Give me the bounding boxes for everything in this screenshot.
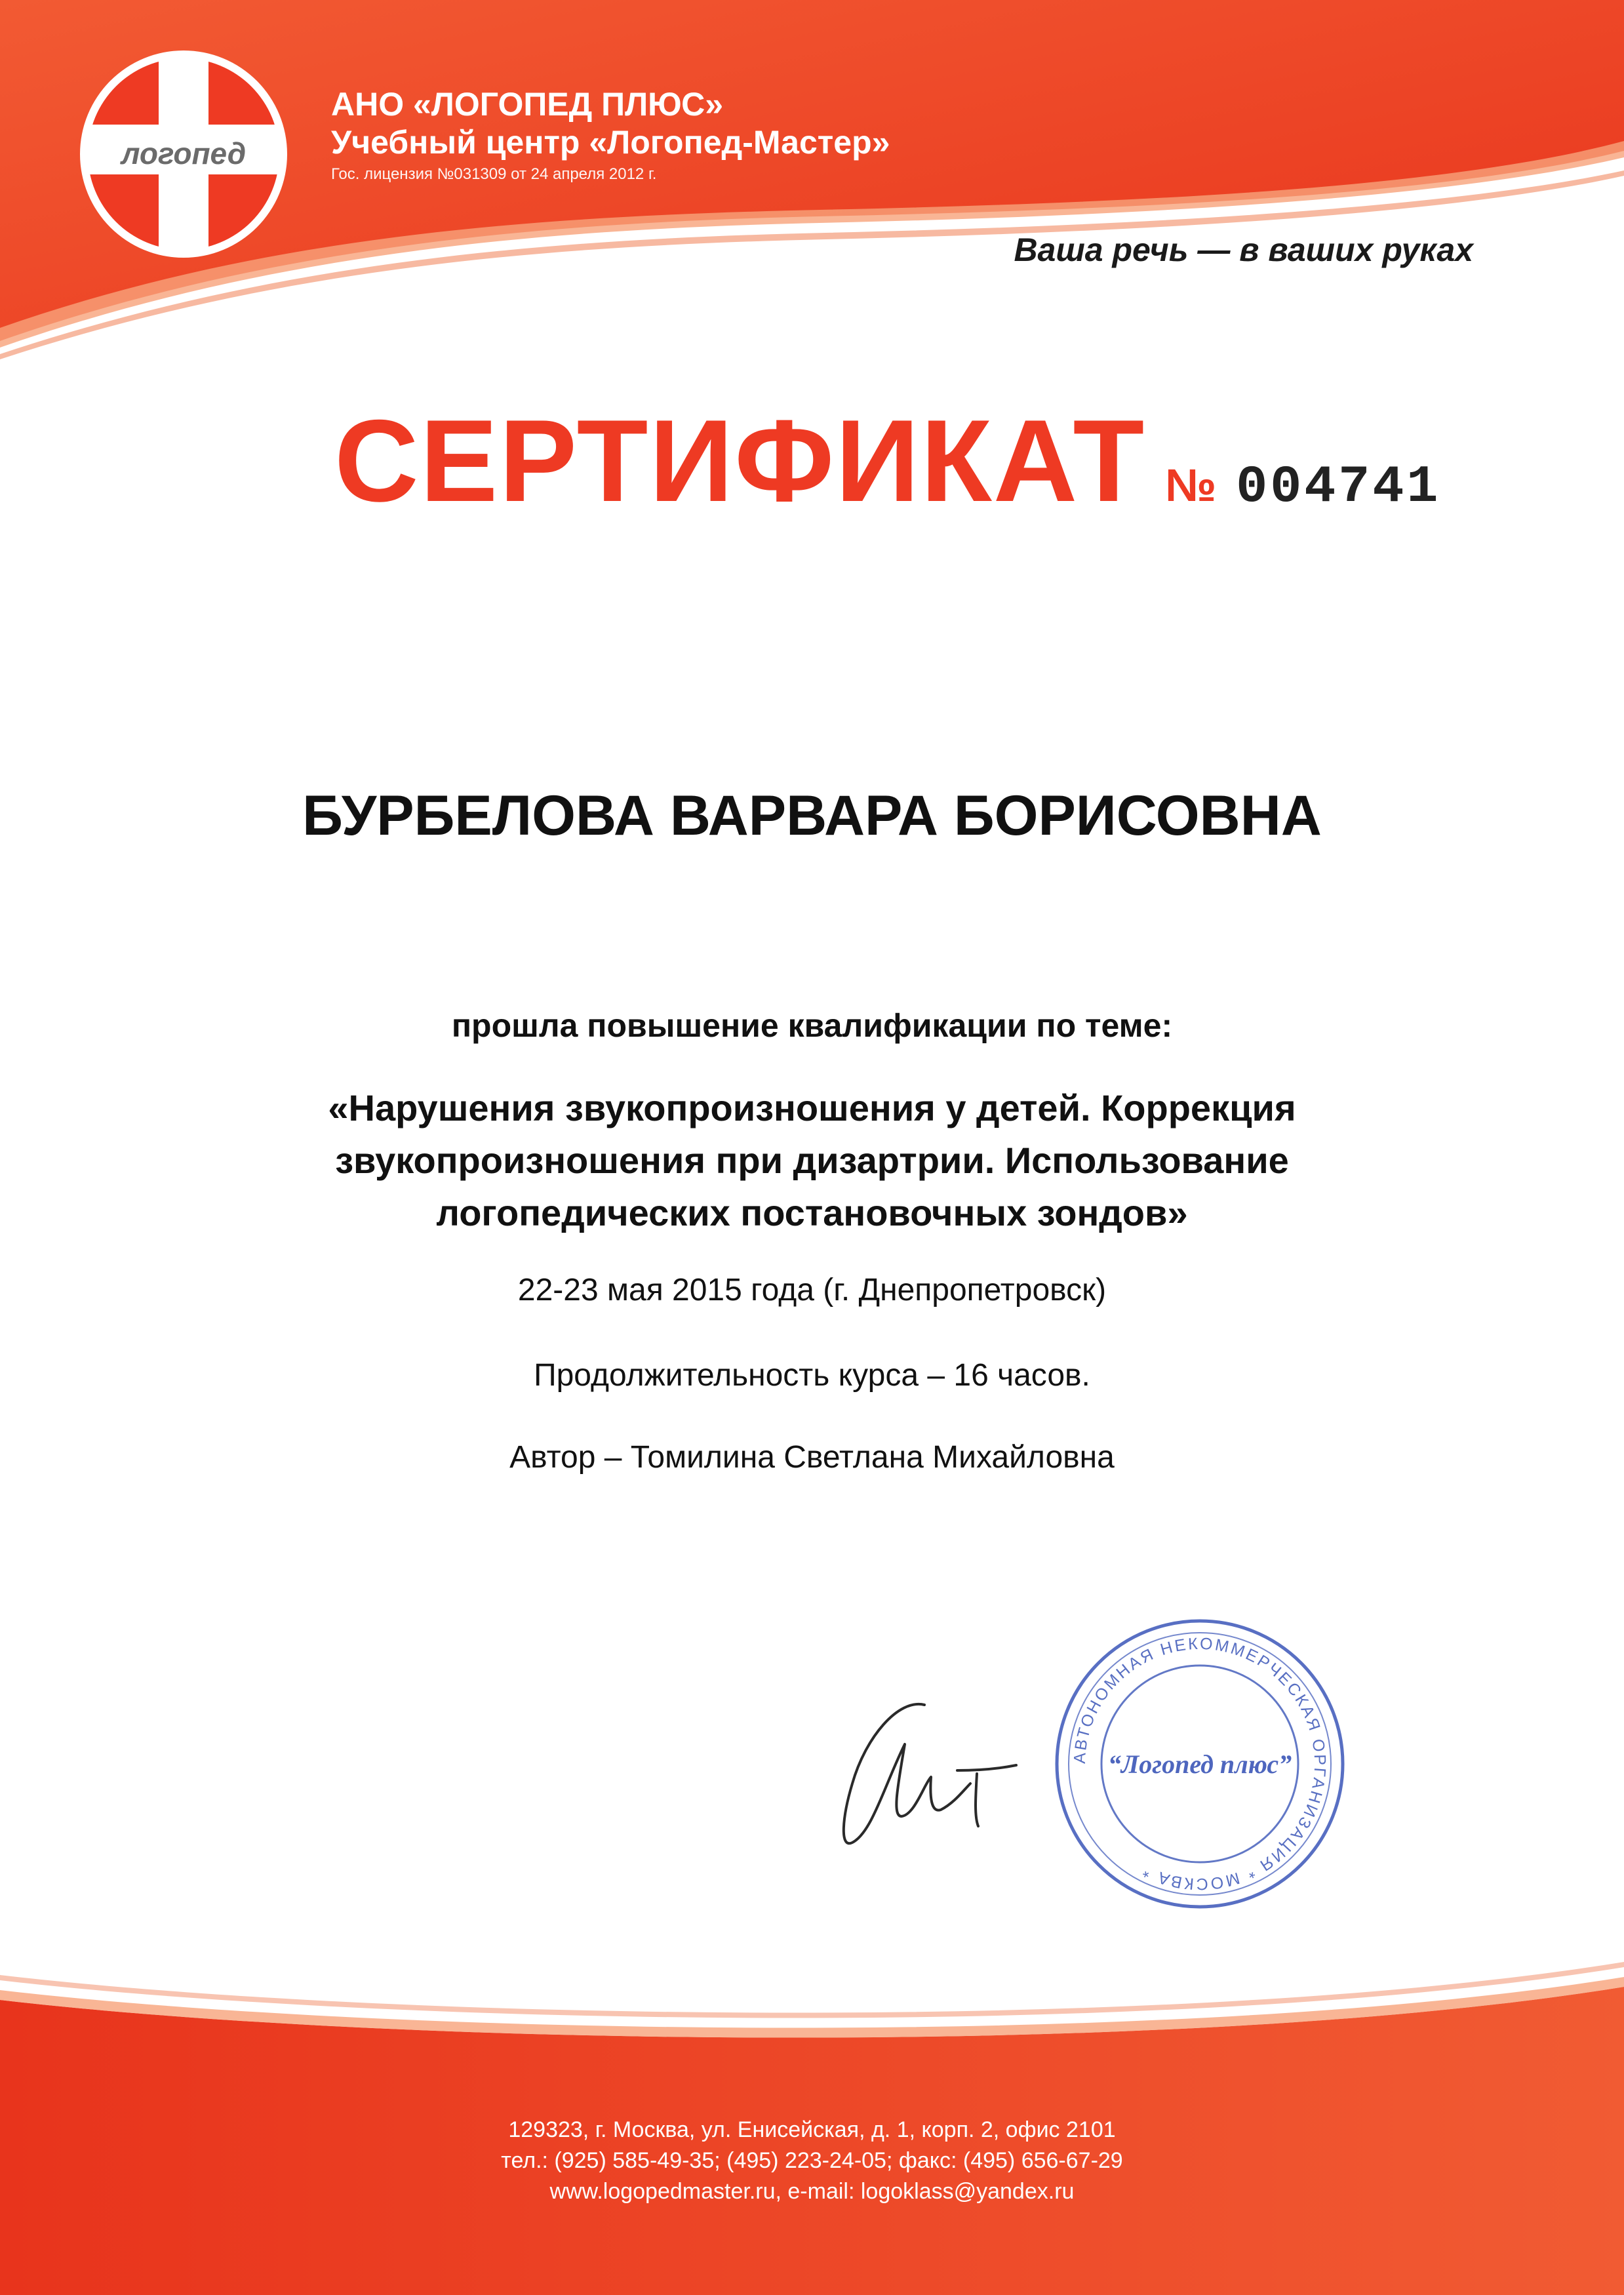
course-duration: Продолжительность курса – 16 часов. (534, 1358, 1090, 1393)
footer-contacts (0, 2115, 1624, 2207)
license-text: Гос. лицензия №031309 от 24 апреля 2012 г. (331, 165, 657, 183)
topic-line: «Нарушения звукопроизношения у детей. Коррекция (328, 1087, 1296, 1128)
slogan: Ваша речь — в ваших руках (1014, 231, 1473, 268)
topic-line: логопедических постановочных зондов» (436, 1192, 1188, 1233)
footer-address: 129323, г. Москва, ул. Енисейская, д. 1, корп. 2, офис 2101 (508, 2117, 1116, 2142)
course-dates: 22-23 мая 2015 года (г. Днепропетровск) (517, 1273, 1107, 1307)
course-topic (0, 1082, 1624, 1239)
center-name: Учебный центр «Логопед-Мастер» (331, 124, 890, 161)
footer-web[interactable]: www.logopedmaster.ru, e-mail: logoklass@yandex.ru (549, 2179, 1075, 2204)
signature (826, 1685, 1023, 1862)
logo (75, 46, 292, 262)
org-name: АНО «ЛОГОПЕД ПЛЮС» (331, 86, 723, 123)
certificate-number: 004741 (1236, 458, 1441, 517)
lead-text: прошла повышение квалификации по теме: (451, 1007, 1173, 1044)
course-author: Автор – Томилина Светлана Михайловна (509, 1440, 1115, 1475)
stamp (1049, 1613, 1351, 1915)
certificate-title: СЕРТИФИКАТ (334, 395, 1146, 526)
stamp-ring-text: АВТОНОМНАЯ НЕКОММЕРЧЕСКАЯ ОРГАНИЗАЦИЯ * МОСКВА * (1070, 1634, 1330, 1894)
footer-phones: тел.: (925) 585-49-35; (495) 223-24-05; факс: (495) 656-67-29 (501, 2148, 1123, 2173)
org-header (331, 85, 890, 188)
topic-line: звукопроизношения при дизартрии. Использование (335, 1140, 1289, 1181)
logo-text: логопед (121, 136, 247, 170)
stamp-center-text: “Логопед плюс” (1107, 1749, 1292, 1779)
number-label: № (1165, 460, 1217, 511)
recipient-name: БУРБЕЛОВА ВАРВАРА БОРИСОВНА (302, 784, 1322, 847)
certificate-title-row (334, 393, 1440, 525)
